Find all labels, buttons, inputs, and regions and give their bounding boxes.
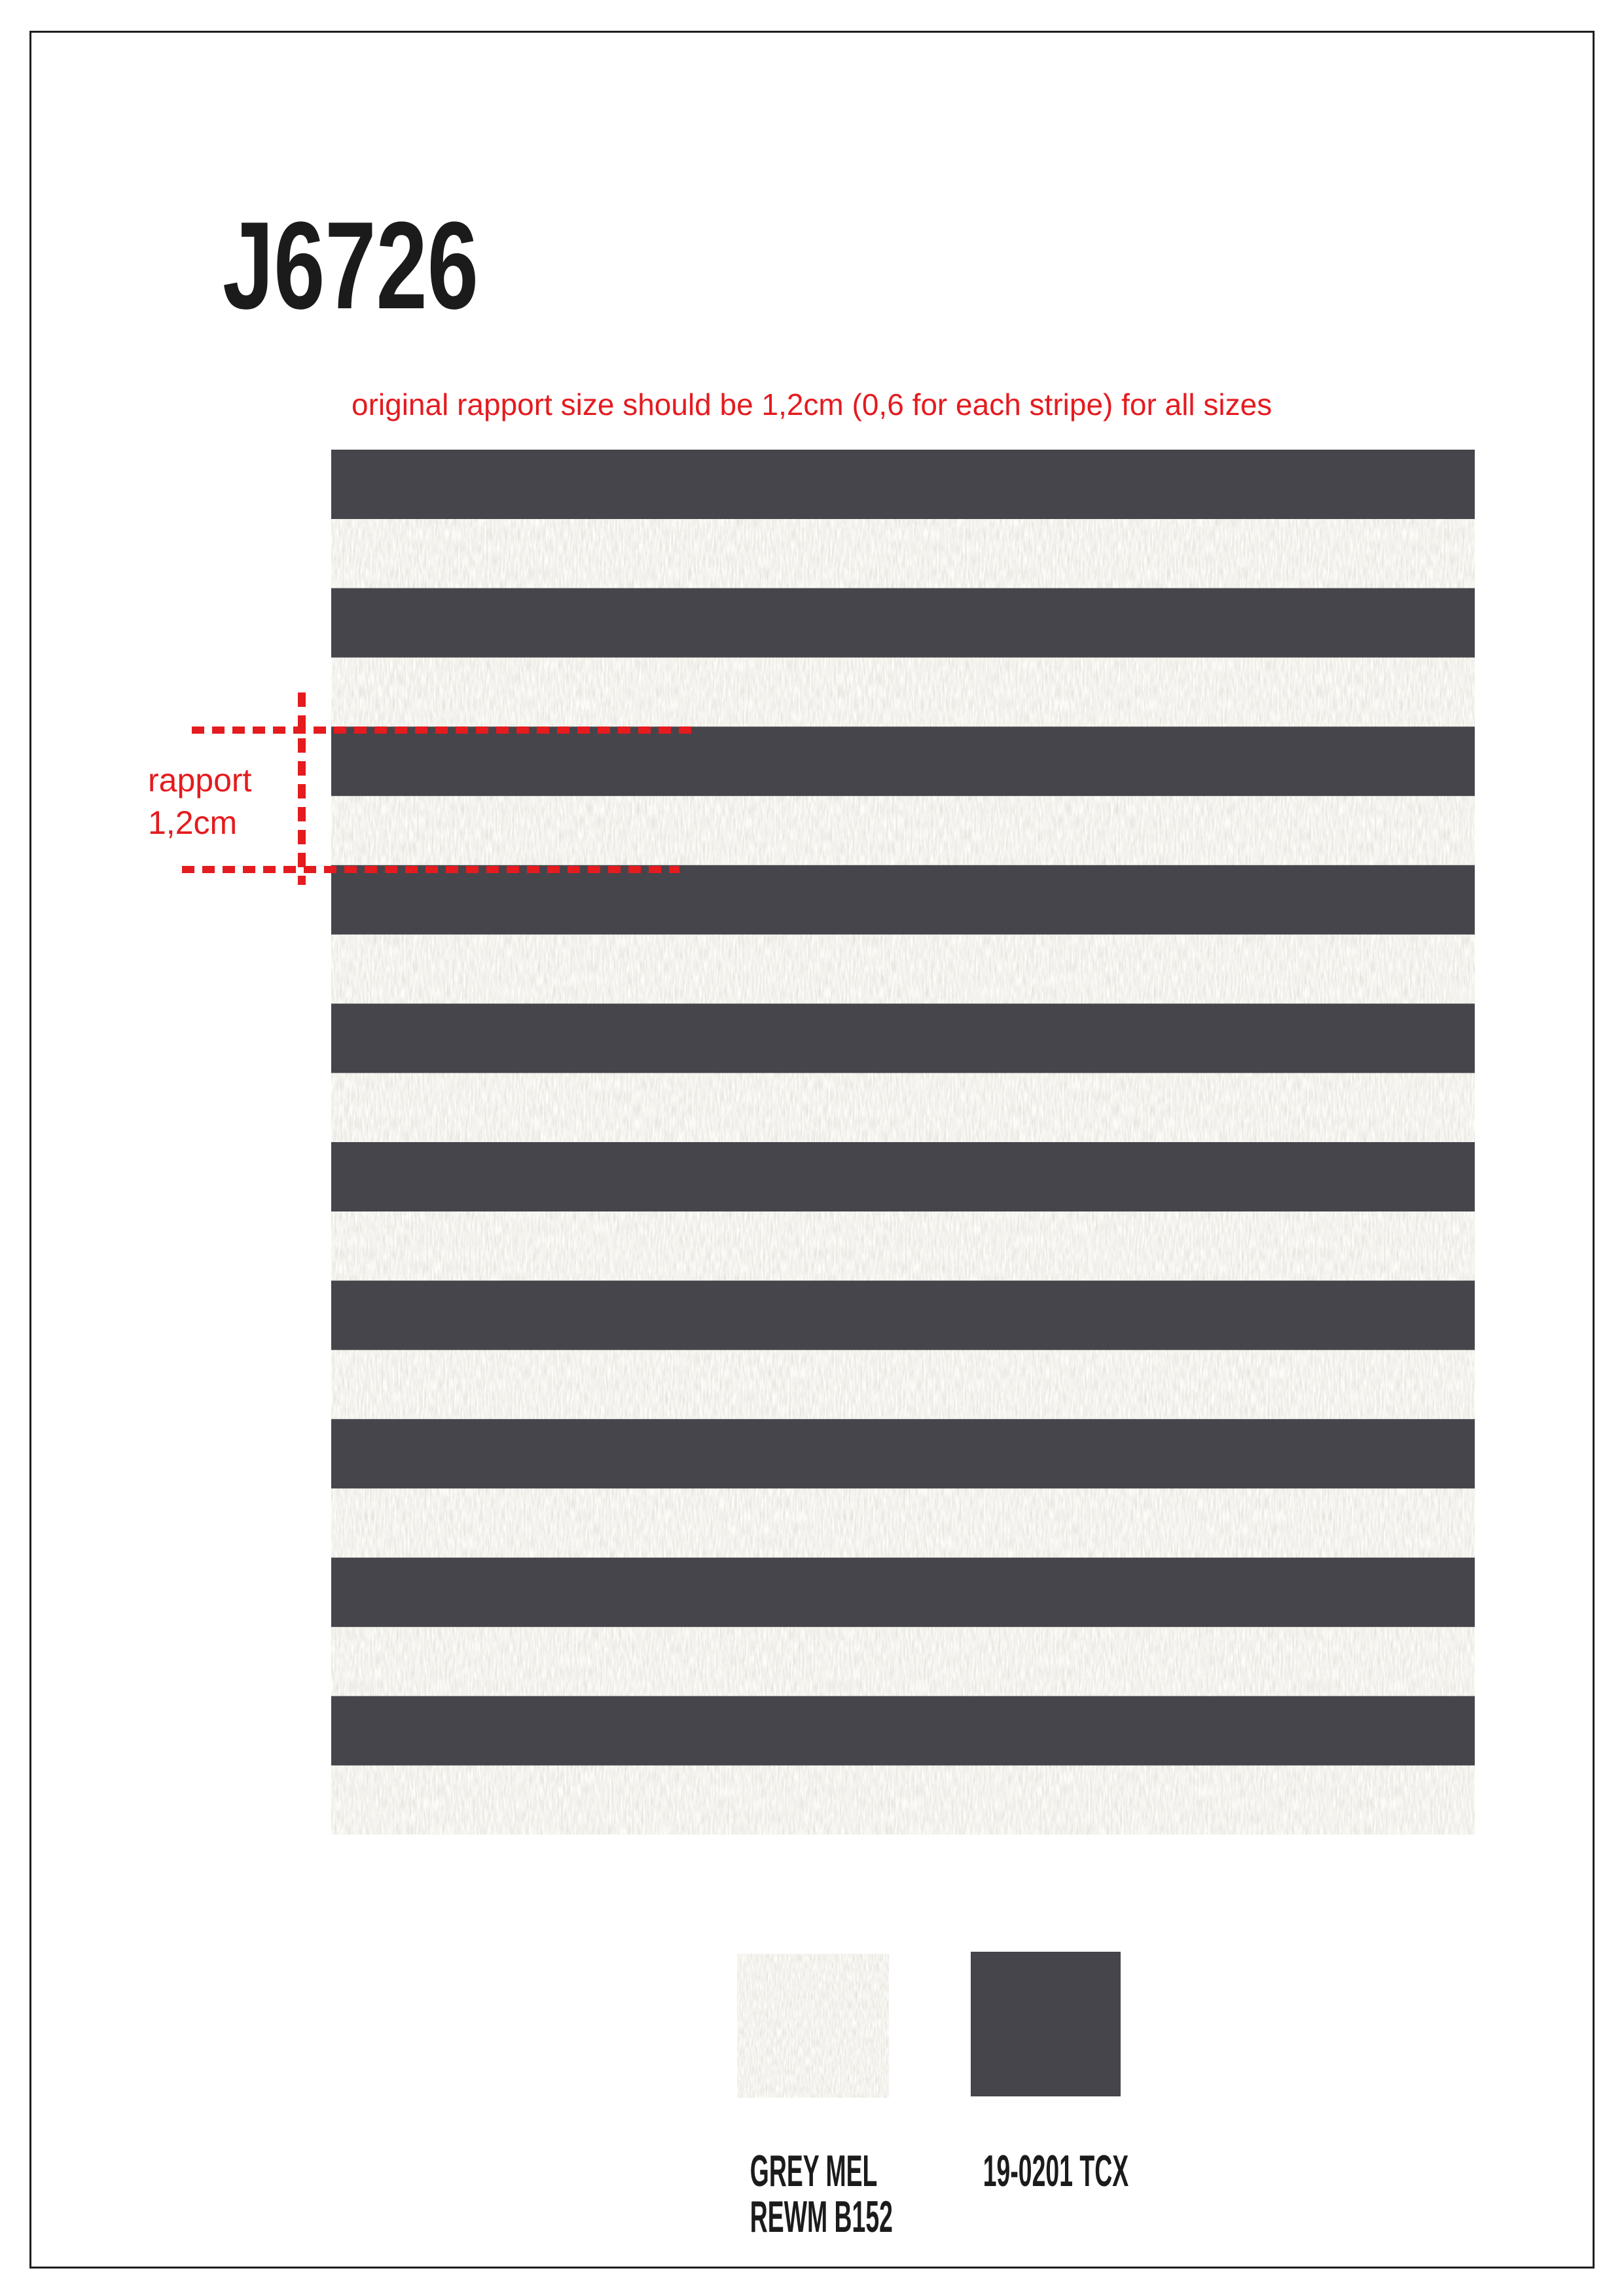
rapport-instruction-text: original rapport size should be 1,2cm (0,6 for each stripe) for all sizes [352,387,1272,422]
rapport-bottom-dashed-line [182,866,679,873]
legend-label-grey-melange [749,2146,893,2242]
legend-label-grey-mel-line2: REWM B152 [749,2192,893,2242]
dark-stripe [331,1003,1475,1073]
dark-stripe [331,1558,1475,1627]
legend-swatch-grey-melange [737,1954,889,2098]
dark-stripe [331,1142,1475,1211]
rapport-dimension-label [148,759,251,844]
stripe-swatch-svg [331,450,1475,1835]
dark-stripe [331,726,1475,796]
dark-stripe [331,1281,1475,1350]
page-title: J6726 [223,196,478,335]
legend-label-pantone [983,2146,1129,2196]
dark-stripe [331,865,1475,935]
melange-chip-svg [737,1954,889,2098]
dark-stripe [331,588,1475,658]
dark-stripe [331,1419,1475,1488]
legend-swatch-dark [971,1952,1121,2096]
rapport-vertical-dashed-line [298,692,306,885]
rapport-label-line1: rapport [148,762,252,798]
dark-stripe [331,450,1475,519]
rapport-label-line2: 1,2cm [148,804,238,841]
rapport-top-dashed-line [192,726,695,734]
legend-label-grey-mel-line1: GREY MEL [749,2146,878,2196]
fabric-stripe-swatch [331,450,1475,1835]
legend-label-pantone-line1: 19-0201 TCX [983,2146,1129,2196]
dark-stripe [331,1696,1475,1765]
